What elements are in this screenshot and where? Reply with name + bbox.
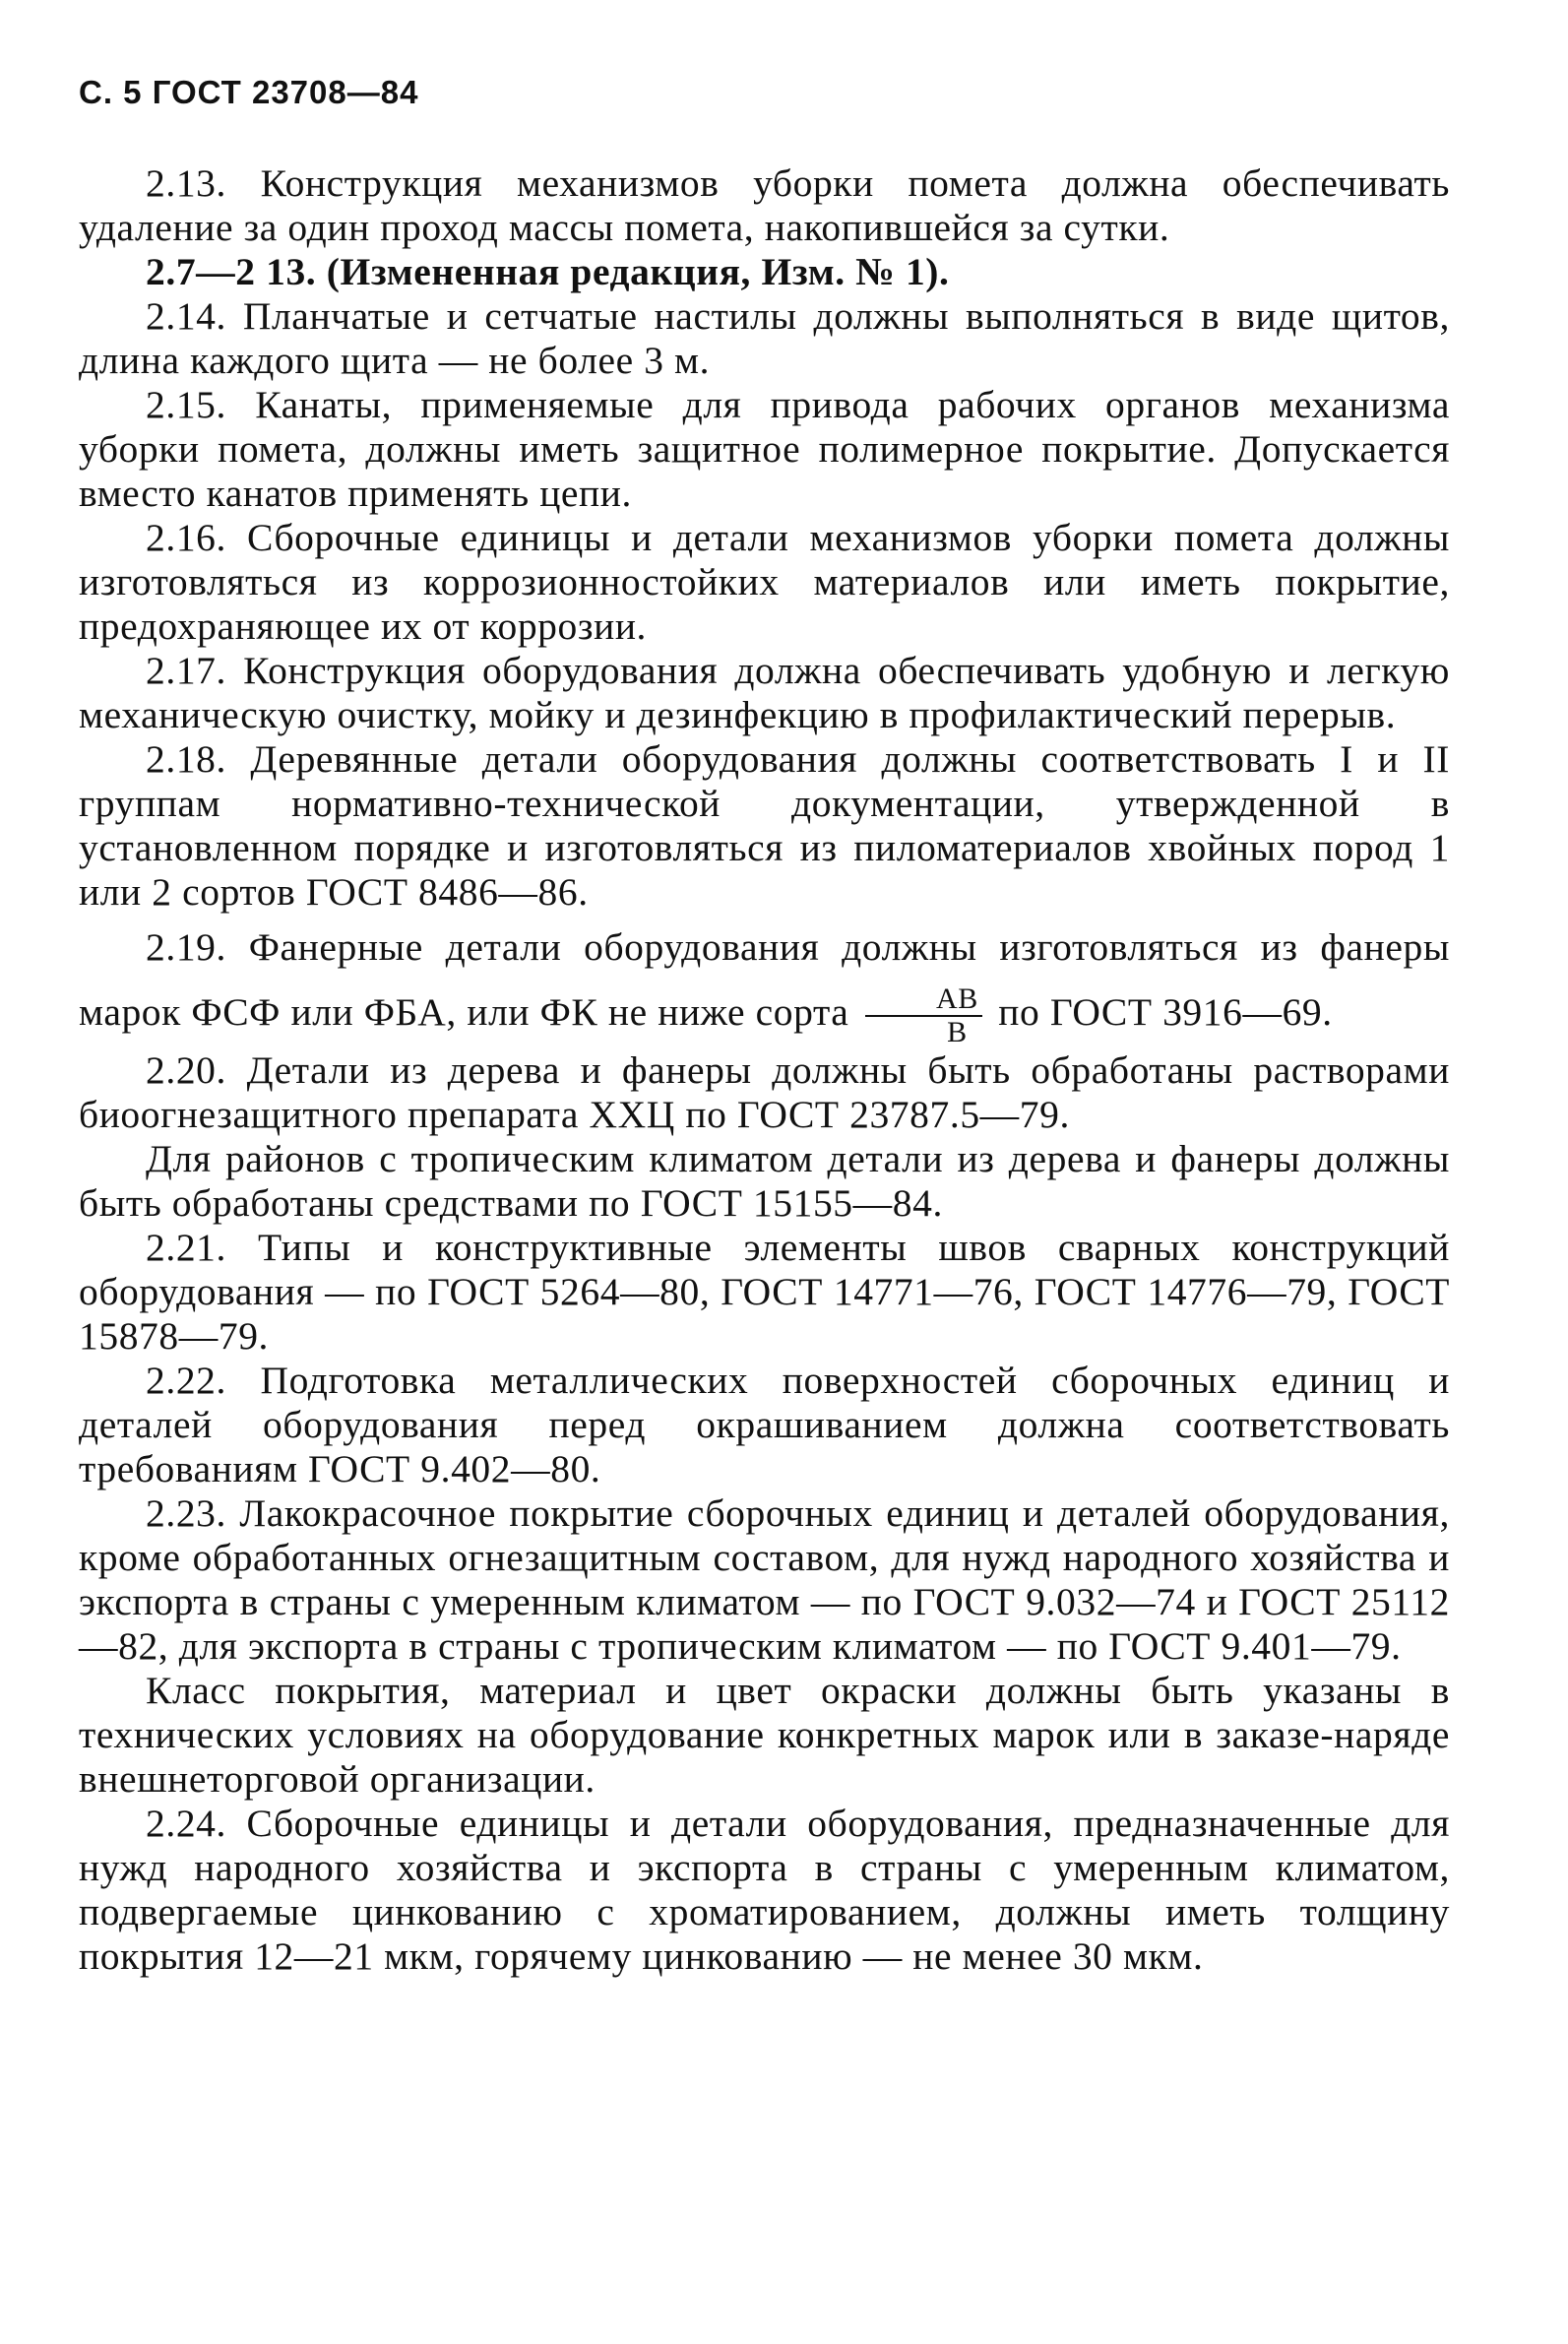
paragraph-2-19-text: 2.19. Фанерные детали оборудования должны изготовляться из фанеры марок ФСФ или ФБА, или ФК не ниже сорта	[79, 925, 1450, 1034]
paragraph-2-20: 2.20. Детали из дерева и фанеры должны быть обработаны растворами биоогнезащитного препарата ХХЦ по ГОСТ 23787.5—79.	[79, 1047, 1450, 1136]
paragraph-2-20-continuation: Для районов с тропическим климатом детали из дерева и фанеры должны быть обработаны средствами по ГОСТ 15155—84.	[79, 1136, 1450, 1225]
document-body	[79, 161, 1450, 1979]
fraction-denominator: В	[947, 1015, 968, 1048]
paragraph-2-15: 2.15. Канаты, применяемые для привода рабочих органов механизма уборки помета, должны иметь защитное полимерное покрытие. Допускается вместо канатов применять цепи.	[79, 383, 1450, 515]
paragraph-2-19-tail: по ГОСТ 3916—69.	[998, 990, 1333, 1034]
paragraph-2-13: 2.13. Конструкция механизмов уборки помета должна обеспечивать удаление за один проход массы помета, накопившейся за сутки.	[79, 161, 1450, 249]
fraction-numerator: АВ	[865, 983, 982, 1017]
paragraph-2-22: 2.22. Подготовка металлических поверхностей сборочных единиц и деталей оборудования перед окрашиванием должна соответствовать требованиям ГОСТ 9.402—80.	[79, 1358, 1450, 1490]
paragraph-2-24: 2.24. Сборочные единицы и детали оборудования, предназначенные для нужд народного хозяйства и экспорта в страны с умеренным климатом, подвергаемые цинкованию с хроматированием, должны иметь толщину покрытия 12—21 мкм, горячему цинкованию — не менее 30 мкм.	[79, 1801, 1450, 1978]
page-header: С. 5 ГОСТ 23708—84	[79, 74, 419, 110]
paragraph-2-23-continuation: Класс покрытия, материал и цвет окраски должны быть указаны в технических условиях на оборудование конкретных марок или в заказе-наряде внешнеторговой организации.	[79, 1668, 1450, 1801]
paragraph-2-18: 2.18. Деревянные детали оборудования должны соответствовать I и II группам нормативно-технической документации, утвержденной в установленном порядке и изготовляться из пиломатериалов хвойных пород 1 или 2 сортов ГОСТ 8486—86.	[79, 737, 1450, 914]
paragraph-2-19	[79, 915, 1450, 1048]
paragraph-2-17: 2.17. Конструкция оборудования должна обеспечивать удобную и легкую механическую очистку, мойку и дезинфекцию в профилактический перерыв.	[79, 649, 1450, 736]
paragraph-2-21: 2.21. Типы и конструктивные элементы швов сварных конструкций оборудования — по ГОСТ 5264—80, ГОСТ 14771—76, ГОСТ 14776—79, ГОСТ 15878—79.	[79, 1225, 1450, 1358]
paragraph-2-7-2-13-note: 2.7—2 13. (Измененная редакция, Изм. № 1).	[146, 250, 950, 293]
paragraph-2-14: 2.14. Планчатые и сетчатые настилы должны выполняться в виде щитов, длина каждого щита — не более 3 м.	[79, 294, 1450, 382]
grade-fraction	[865, 983, 982, 1048]
paragraph-2-23: 2.23. Лакокрасочное покрытие сборочных единиц и деталей оборудования, кроме обработанных огнезащитным составом, для нужд народного хозяйства и экспорта в страны с умеренным климатом — по ГОСТ 9.032—74 и ГОСТ 25112—82, для экспорта в страны с тропическим климатом — по ГОСТ 9.401—79.	[79, 1490, 1450, 1668]
paragraph-2-16: 2.16. Сборочные единицы и детали механизмов уборки помета должны изготовляться из коррозионностойких материалов или иметь покрытие, предохраняющее их от коррозии.	[79, 516, 1450, 648]
